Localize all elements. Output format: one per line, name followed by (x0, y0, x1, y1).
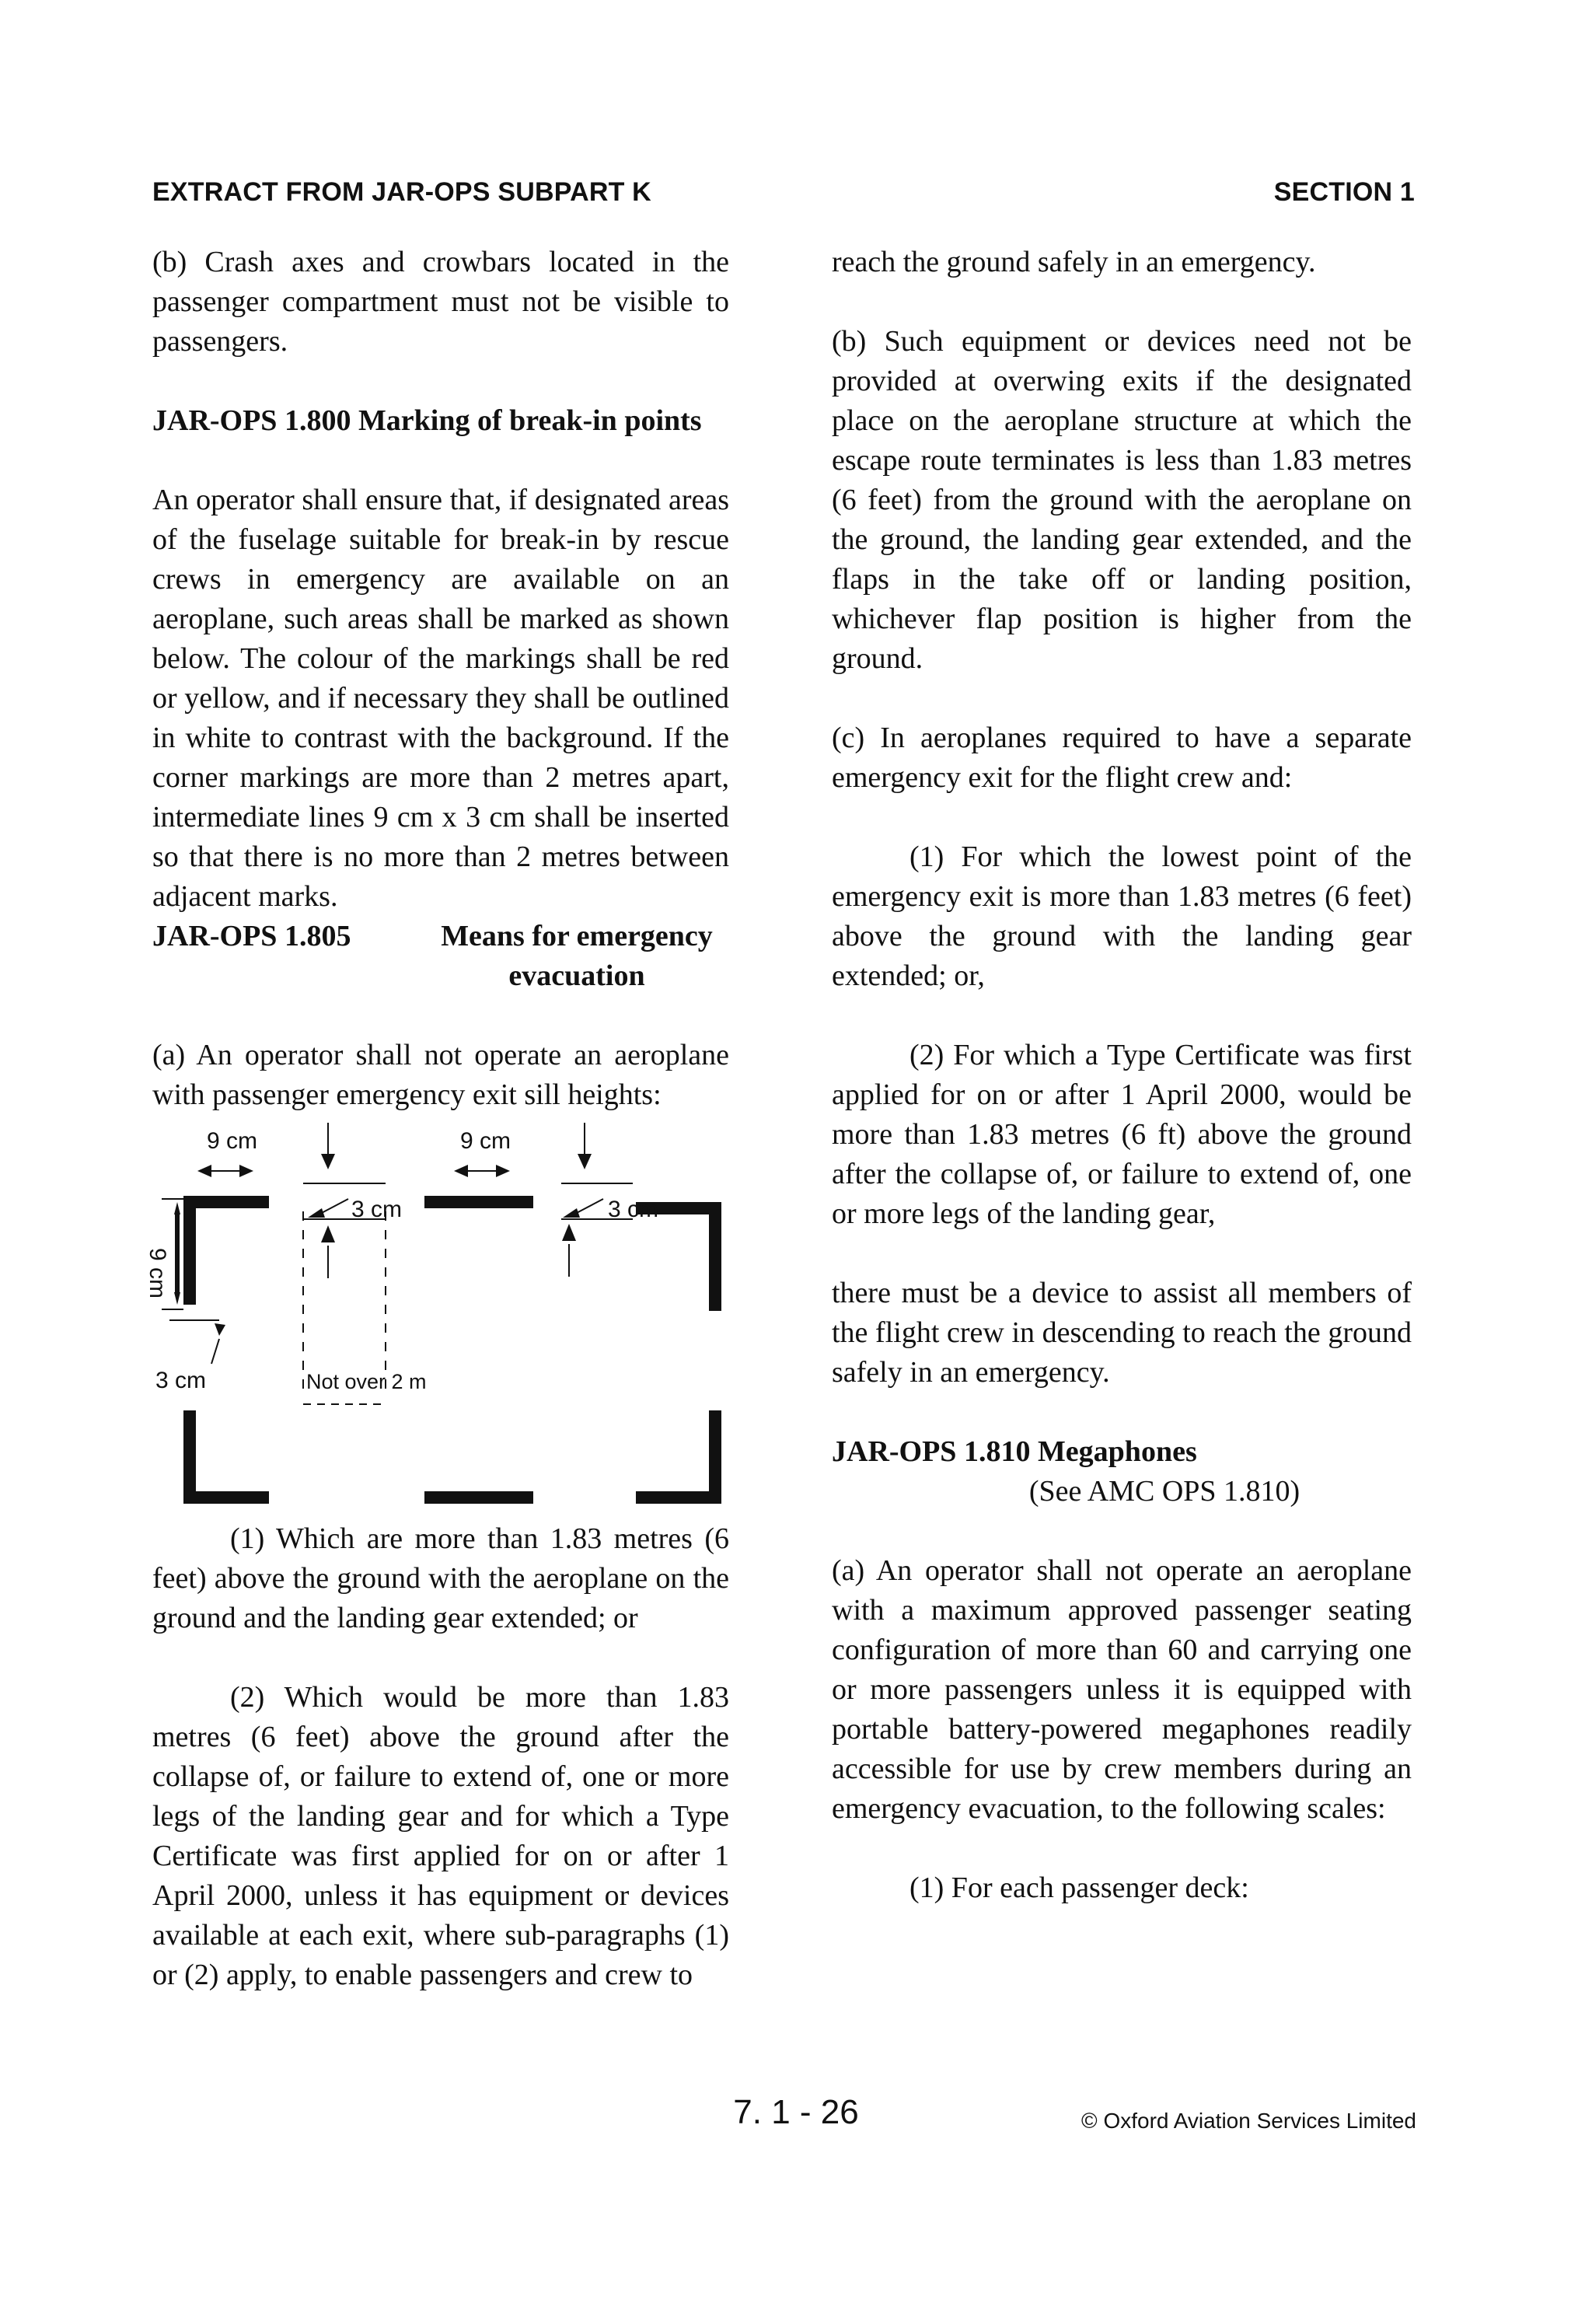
paragraph-continuation: reach the ground safely in an emergency. (832, 246, 1316, 278)
header-section: SECTION 1 (1273, 177, 1415, 207)
corner-mark-top-left-horizontal (183, 1196, 269, 1208)
paragraph-megaphones: (a) An operator shall not operate an aeroplane with a maximum approved passenger seating configuration of more than 60 and carrying one or more passengers unless it is equipped with portable battery-powered megaphones readily accessible for use by crew members during an emergency evacuation, to the following scales: (832, 1554, 1412, 1825)
paragraph-descent-device: there must be a device to assist all members of the flight crew in descending to reach the ground safely in an emergency. (832, 1277, 1412, 1389)
intermediate-mark-bottom (424, 1491, 533, 1504)
paragraph-megaphones-1: (1) For each passenger deck: (909, 1871, 1249, 1904)
paragraph-sill-height-1: (1) Which are more than 1.83 metres (6 feet) above the ground with the aeroplane on the ground and the landing gear extended; or (152, 1522, 729, 1634)
intermediate-mark-top (424, 1196, 533, 1208)
corner-mark-bottom-left-vertical (183, 1410, 196, 1504)
paragraph-sill-height-2: (2) Which would be more than 1.83 metres (6 feet) above the ground after the collapse of, or failure to extend of, one or more legs of the landing gear and for which a Type Certificate was first applied for on or after 1 April 2000, unless it has equipment or devices available at each exit, where sub-paragraphs (1) or (2) apply, to enable passengers and crew to (152, 1681, 729, 1991)
label-not-over-2m: Not over 2 m (306, 1370, 427, 1393)
header-title: EXTRACT FROM JAR-OPS SUBPART K (152, 177, 651, 207)
heading-805-title-line-2 (152, 956, 729, 996)
heading-jar-ops-1-805 (152, 917, 729, 956)
paragraph-flight-crew-exit-2: (2) For which a Type Certificate was first applied for on or after 1 April 2000, would be more than 1.83 metres (6 ft) above the ground after the collapse of, or failure to extend of, one or more legs of the landing gear, (832, 1039, 1412, 1230)
paragraph-flight-crew-exit: (c) In aeroplanes required to have a separate emergency exit for the flight crew and: (832, 722, 1412, 794)
heading-jar-ops-1-800: JAR-OPS 1.800 Marking of break-in points (152, 404, 702, 437)
heading-805-title-2: evacuation (508, 959, 645, 992)
paragraph-overwing-exits: (b) Such equipment or devices need not be provided at overwing exits if the designated place on the aeroplane structure at which the escape route terminates is less than 1.83 metres (6 feet) from the ground with the aeroplane on the ground, the landing gear extended, and the flaps in the take off or landing position, whichever flap position is higher from the ground. (832, 325, 1412, 675)
corner-mark-bottom-right-horizontal (636, 1491, 721, 1504)
paragraph-break-in-marking: An operator shall ensure that, if designated areas of the fuselage suitable for break-in by rescue crews in emergency are available on an aeroplane, such areas shall be marked as shown below. The colour of the markings shall be red or yellow, and if necessary they shall be outlined in white to contrast with the background. If the corner markings are more than 2 metres apart, intermediate lines 9 cm x 3 cm shall be inserted so that there is no more than 2 metres between adjacent marks. (152, 484, 729, 913)
heading-jar-ops-1-810: JAR-OPS 1.810 Megaphones (832, 1435, 1197, 1468)
left-column (145, 243, 729, 1995)
label-3cm-intermediate-left: 3 cm (351, 1197, 403, 1222)
paragraph-crash-axes: (b) Crash axes and crowbars located in the passenger compartment must not be visible to passengers. (152, 246, 729, 358)
corner-mark-top-right-vertical (709, 1202, 721, 1311)
heading-805-code: JAR-OPS 1.805 (152, 920, 351, 952)
label-9cm-horizontal-right: 9 cm (460, 1128, 511, 1154)
label-9cm-horizontal-left: 9 cm (207, 1128, 258, 1154)
corner-mark-bottom-right-vertical (709, 1410, 721, 1504)
heading-805-title: Means for emergency (441, 920, 713, 952)
page-number: 7. 1 - 26 (733, 2093, 859, 2131)
copyright-notice: © Oxford Aviation Services Limited (1081, 2109, 1416, 2133)
label-3cm-intermediate-right: 3 cm (608, 1197, 659, 1222)
label-3cm-corner: 3 cm (155, 1368, 207, 1393)
paragraph-exit-sill-heights: (a) An operator shall not operate an aeroplane with passenger emergency exit sill heights: (152, 1039, 729, 1111)
corner-mark-bottom-left-horizontal (183, 1491, 269, 1504)
label-9cm-vertical: 9 cm (145, 1247, 171, 1299)
right-column (832, 243, 1412, 1908)
heading-810-reference: (See AMC OPS 1.810) (1028, 1475, 1300, 1508)
corner-mark-top-left-vertical (183, 1196, 196, 1305)
break-in-marking-diagram (145, 1115, 740, 1519)
paragraph-flight-crew-exit-1: (1) For which the lowest point of the emergency exit is more than 1.83 metres (6 feet) above the ground with the landing gear extended; or, (832, 840, 1412, 992)
